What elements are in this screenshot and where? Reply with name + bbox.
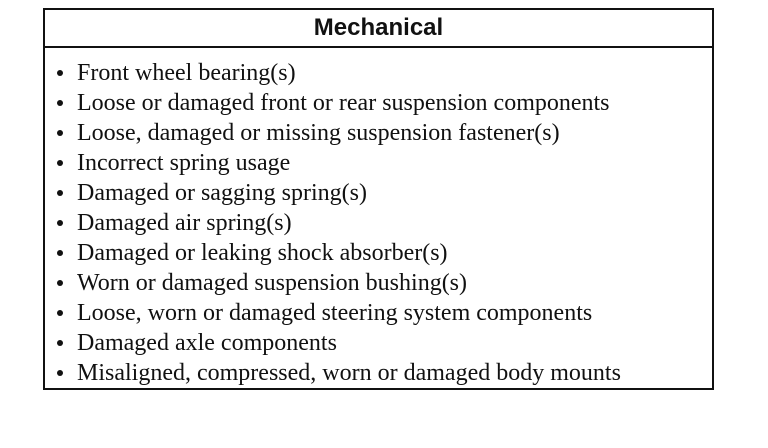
list-item	[45, 118, 712, 148]
list-item	[45, 328, 712, 358]
list-item-text: Worn or damaged suspension bushing(s)	[77, 270, 468, 296]
bullet-icon	[57, 100, 63, 106]
list-item-text: Front wheel bearing(s)	[77, 60, 296, 86]
list-item	[45, 178, 712, 208]
bullet-icon	[57, 130, 63, 136]
list-item	[45, 268, 712, 298]
list-item-text: Loose, worn or damaged steering system components	[77, 300, 593, 326]
bullet-icon	[57, 190, 63, 196]
item-list	[45, 48, 712, 388]
list-item-text: Loose or damaged front or rear suspension components	[77, 90, 610, 116]
list-item-text: Damaged or sagging spring(s)	[77, 180, 367, 206]
list-item-text: Incorrect spring usage	[77, 150, 291, 176]
list-item	[45, 58, 712, 88]
table-title: Mechanical	[313, 14, 444, 41]
bullet-icon	[57, 160, 63, 166]
table-header	[45, 10, 712, 48]
bullet-icon	[57, 220, 63, 226]
bullet-icon	[57, 310, 63, 316]
list-item	[45, 208, 712, 238]
list-item	[45, 148, 712, 178]
list-item-text: Damaged or leaking shock absorber(s)	[77, 240, 448, 266]
bullet-icon	[57, 340, 63, 346]
list-item-text: Loose, damaged or missing suspension fastener(s)	[77, 120, 560, 146]
list-item	[45, 358, 712, 388]
bullet-icon	[57, 70, 63, 76]
bullet-icon	[57, 280, 63, 286]
bullet-icon	[57, 250, 63, 256]
mechanical-table	[43, 8, 714, 390]
list-item	[45, 88, 712, 118]
bullet-icon	[57, 370, 63, 376]
list-item-text: Damaged axle components	[77, 330, 337, 356]
list-item	[45, 238, 712, 268]
list-item	[45, 298, 712, 328]
list-item-text: Damaged air spring(s)	[77, 210, 292, 236]
list-item-text: Misaligned, compressed, worn or damaged body mounts	[77, 360, 621, 386]
